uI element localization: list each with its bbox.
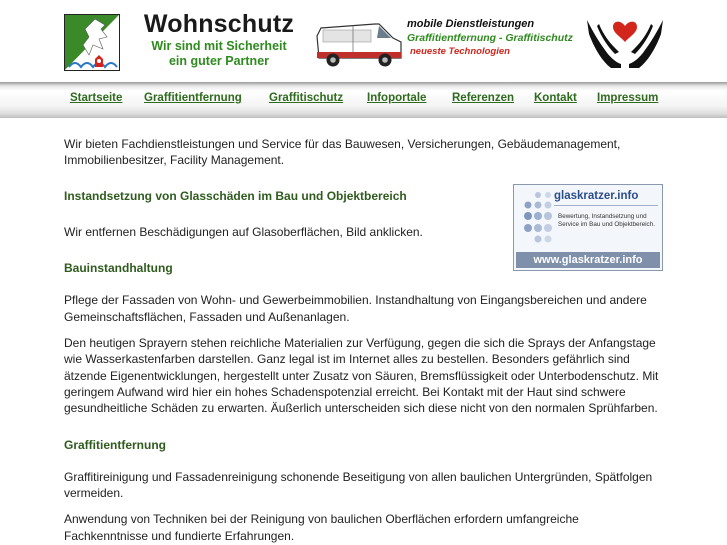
- nav-link-impressum[interactable]: Impressum: [597, 92, 659, 104]
- glass-repair-text: Wir entfernen Beschädigungen auf Glasoberflächen, Bild anklicken.: [64, 224, 423, 239]
- site-header: [0, 0, 727, 82]
- nav-link-startseite[interactable]: Startseite: [70, 92, 123, 104]
- glaskratzer-description: Bewertung, Instandsetzung und Service im Bau und Objektbereich.: [558, 213, 655, 228]
- glaskratzer-url: www.glaskratzer.info: [516, 252, 660, 268]
- service-van-image: [313, 18, 405, 68]
- bauinstandhaltung-text-2: Den heutigen Sprayern stehen reichliche Materialien zur Verfügung, gegen die sich die Sprays der Anfangstage wie Wasserkastenfarben darstellen. Ganz legal ist im Internet alles zu bestellen. Besonders gefährlich sind ätzende Eigenentwicklungen, hergestellt unter Zusatz von Säuren, Bremsflüssigkeit oder Unterbodenschutz. Mit geringem Aufwand wird hier ein hohes Schadenspotenzial erreicht. Bei Kontakt mit der Haut sind schwere gesundheitliche Schäden zu erwarten. Äußerlich unterscheiden sich diese nicht von den normalen Sprühfarben.: [64, 336, 659, 416]
- brand-slogan-line-2: ein guter Partner: [168, 54, 270, 68]
- nav-link-graffitientfernung[interactable]: Graffitientfernung: [144, 92, 242, 104]
- intro-paragraph: Wir bieten Fachdienstleistungen und Service für das Bauwesen, Versicherungen, Gebäudemanagement, Immobilienbesitzer, Facility Management.: [64, 137, 621, 168]
- service-line-2: Graffitientfernung - Graffitischutz: [407, 32, 573, 44]
- nav-link-graffitischutz[interactable]: Graffitischutz: [269, 92, 344, 104]
- nav-link-referenzen[interactable]: Referenzen: [452, 92, 514, 104]
- glaskratzer-dots-icon: [518, 191, 554, 247]
- bauinstandhaltung-text-1: Pflege der Fassaden von Wohn- und Gewerbeimmobilien. Instandhaltung von Eingangsbereichen und andere Gemeinschaftsflächen, Fassaden und Außenanlagen.: [64, 293, 647, 324]
- glaskratzer-banner-link[interactable]: [513, 184, 663, 271]
- brand-slogan-line-1: Wir sind mit Sicherheit: [151, 39, 287, 53]
- main-navigation: [0, 82, 727, 118]
- brand-block: [141, 10, 297, 68]
- heading-graffitientfernung: Graffitientfernung: [64, 437, 166, 452]
- glaskratzer-divider: [554, 205, 658, 206]
- heading-bauinstandhaltung: Bauinstandhaltung: [64, 261, 173, 276]
- glaskratzer-title: glaskratzer.info: [554, 190, 639, 202]
- service-line-3: neueste Technologien: [410, 46, 510, 57]
- service-tagline: [407, 18, 587, 58]
- nav-link-kontakt[interactable]: Kontakt: [534, 92, 577, 104]
- graffitientfernung-text-2: Anwendung von Techniken bei der Reinigung von baulichen Oberflächen erfordern umfangreiche Fachkenntnisse und fundierte Erfahrungen.: [64, 512, 579, 543]
- service-line-1: mobile Dienstleistungen: [407, 18, 535, 30]
- heading-glass-repair: Instandsetzung von Glasschäden im Bau und Objektbereich: [64, 188, 407, 203]
- graffitientfernung-text-1: Graffitireinigung und Fassadenreinigung schonende Beseitigung von allen baulichen Untergründen, Spätfolgen vermeiden.: [64, 469, 653, 501]
- brand-title: Wohnschutz: [143, 10, 295, 38]
- coat-of-arms-logo: [64, 14, 120, 71]
- nav-link-infoportale[interactable]: Infoportale: [367, 92, 427, 104]
- hands-heart-logo: [585, 12, 665, 70]
